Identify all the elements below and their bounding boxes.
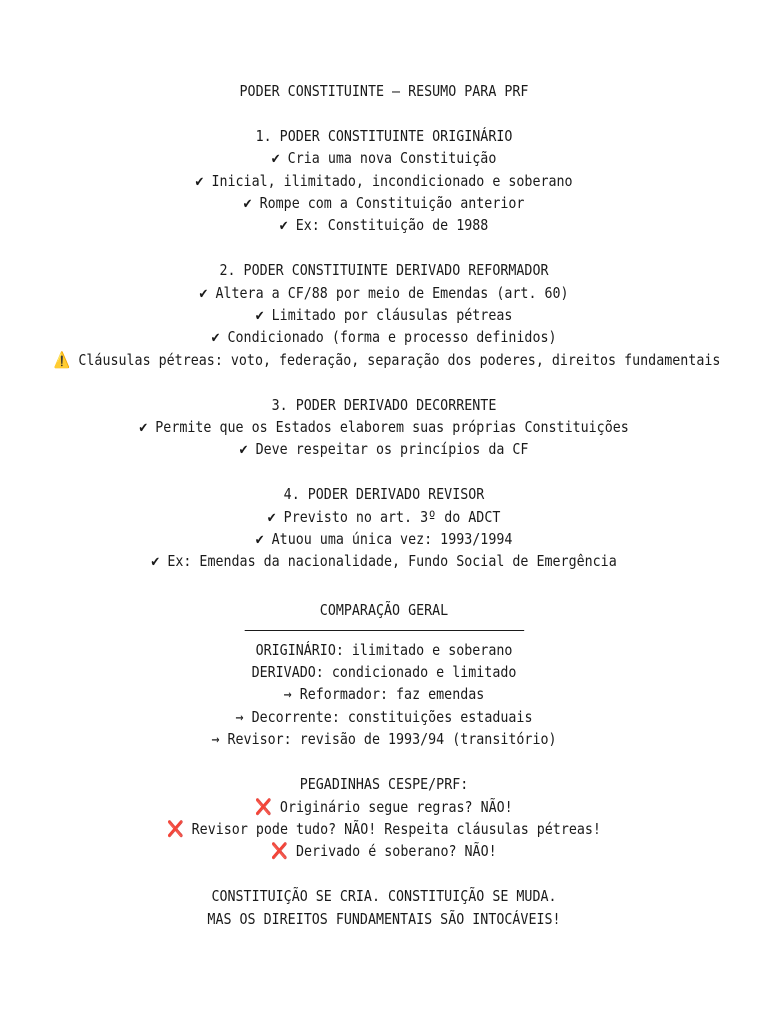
section-heading: 4. PODER DERIVADO REVISOR <box>283 485 485 504</box>
section-heading: 3. PODER DERIVADO DECORRENTE <box>271 395 497 414</box>
spacer <box>54 573 714 595</box>
list-item: ✔ Ex: Constituição de 1988 <box>279 216 489 235</box>
closing-statement <box>54 885 714 930</box>
section-revisor <box>54 483 714 573</box>
trap-item: ❌ Revisor pode tudo? NÃO! Respeita cláusulas pétreas! <box>167 819 601 838</box>
spacer <box>54 751 714 773</box>
divider <box>244 630 524 631</box>
list-item: ✔ Cria uma nova Constituição <box>271 149 497 168</box>
document <box>53 80 721 930</box>
spacer <box>54 237 714 259</box>
closing-line: CONSTITUIÇÃO SE CRIA. CONSTITUIÇÃO SE MUDA. <box>211 887 557 906</box>
list-item: ✔ Deve respeitar os princípios da CF <box>239 440 529 459</box>
spacer <box>54 863 714 885</box>
list-item: ✔ Ex: Emendas da nacionalidade, Fundo Social de Emergência <box>151 552 617 571</box>
list-item: ✔ Previsto no art. 3º do ADCT <box>267 507 501 526</box>
warning-item: ⚠️ Cláusulas pétreas: voto, federação, separação dos poderes, direitos fundamentais <box>53 350 721 369</box>
comparison-line: → Revisor: revisão de 1993/94 (transitório) <box>211 730 557 749</box>
section-decorrente <box>54 394 714 461</box>
comparison-line: DERIVADO: condicionado e limitado <box>251 663 517 682</box>
section-heading: PEGADINHAS CESPE/PRF: <box>299 775 469 794</box>
list-item: ✔ Permite que os Estados elaborem suas próprias Constituições <box>139 418 629 437</box>
list-item: ✔ Limitado por cláusulas pétreas <box>255 306 513 325</box>
section-reformador <box>53 259 721 371</box>
spacer <box>54 102 714 124</box>
section-heading: 2. PODER CONSTITUINTE DERIVADO REFORMADOR <box>219 261 549 280</box>
list-item: ✔ Altera a CF/88 por meio de Emendas (art. 60) <box>199 283 569 302</box>
comparison-line: → Decorrente: constituições estaduais <box>235 707 533 726</box>
comparison-line: ORIGINÁRIO: ilimitado e soberano <box>255 640 513 659</box>
trap-item: ❌ Derivado é soberano? NÃO! <box>271 842 497 861</box>
section-heading: COMPARAÇÃO GERAL <box>319 601 449 620</box>
trap-item: ❌ Originário segue regras? NÃO! <box>255 797 513 816</box>
spacer <box>54 461 714 483</box>
comparison-line: → Reformador: faz emendas <box>283 685 485 704</box>
list-item: ✔ Condicionado (forma e processo definidos) <box>211 328 557 347</box>
document-title: PODER CONSTITUINTE — RESUMO PARA PRF <box>239 82 529 100</box>
list-item: ✔ Inicial, ilimitado, incondicionado e soberano <box>195 171 573 190</box>
section-heading: 1. PODER CONSTITUINTE ORIGINÁRIO <box>255 126 513 145</box>
section-comparacao <box>54 599 714 750</box>
section-pegadinhas <box>54 773 714 863</box>
closing-line: MAS OS DIREITOS FUNDAMENTAIS SÃO INTOCÁVEIS! <box>207 909 561 928</box>
list-item: ✔ Atuou uma única vez: 1993/1994 <box>255 530 513 549</box>
section-originario <box>54 125 714 237</box>
spacer <box>54 371 714 393</box>
list-item: ✔ Rompe com a Constituição anterior <box>243 194 525 213</box>
